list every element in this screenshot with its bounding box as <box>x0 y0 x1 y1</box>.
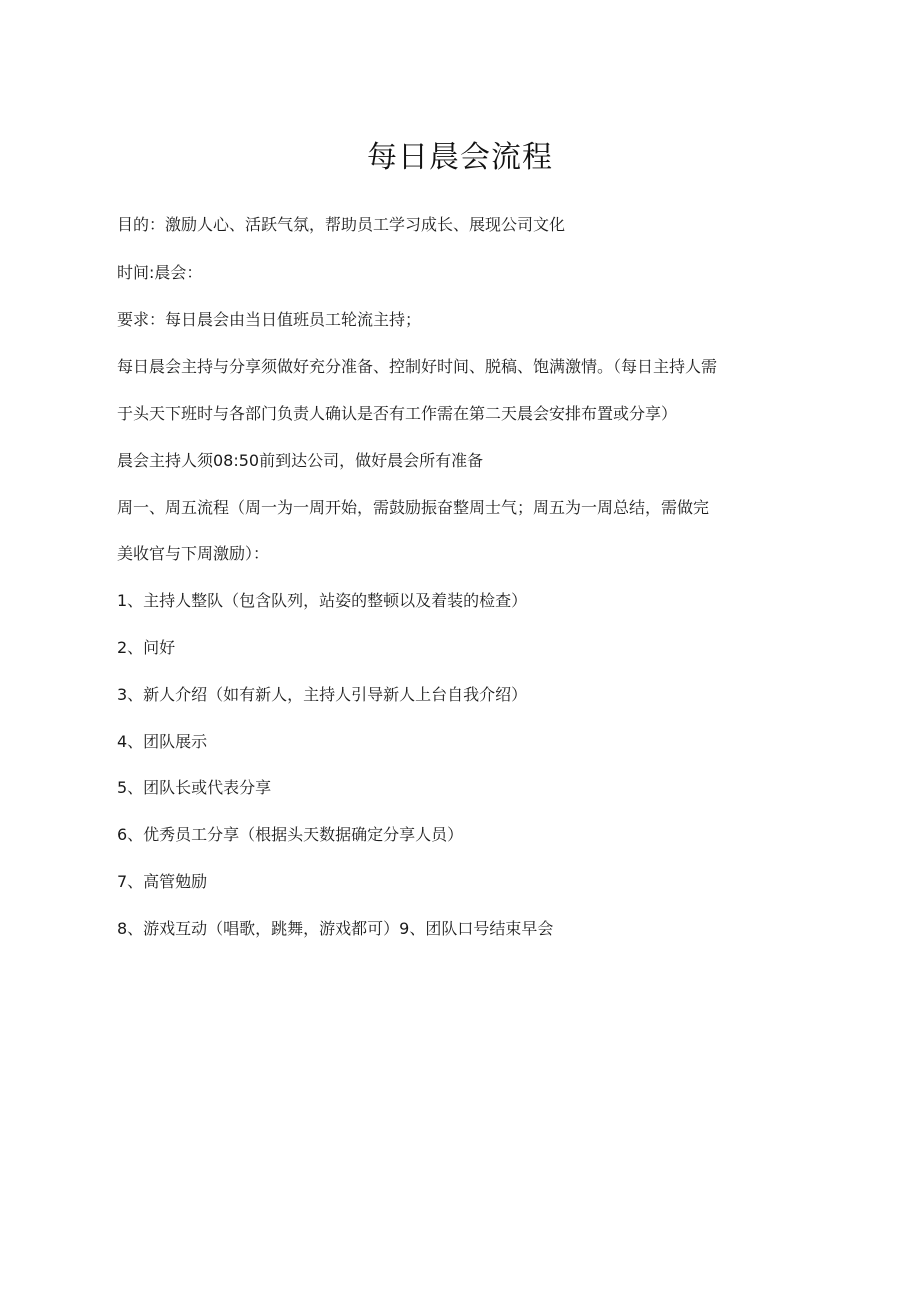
list-item: 3、新人介绍（如有新人，主持人引导新人上台自我介绍） <box>117 685 528 704</box>
list-item: 1、主持人整队（包含队列，站姿的整顿以及着装的检查） <box>117 591 528 610</box>
time-line: 时间:晨会： <box>117 263 203 282</box>
list-item: 8、游戏互动（唱歌，跳舞，游戏都可）9、团队口号结束早会 <box>117 919 554 938</box>
monday-friday-line-2: 美收官与下周激励）： <box>117 544 270 563</box>
list-item: 2、问好 <box>117 638 176 657</box>
purpose-line: 目的：激励人心、活跃气氛，帮助员工学习成长、展现公司文化 <box>117 215 566 234</box>
requirement-line: 要求：每日晨会由当日值班员工轮流主持； <box>117 310 422 329</box>
preparation-line-1: 每日晨会主持与分享须做好充分准备、控制好时间、脱稿、饱满激情。（每日主持人需 <box>117 357 718 376</box>
list-item: 7、高管勉励 <box>117 872 208 891</box>
monday-friday-line-1: 周一、周五流程（周一为一周开始，需鼓励振奋整周士气；周五为一周总结，需做完 <box>117 498 710 517</box>
list-item: 4、团队展示 <box>117 732 208 751</box>
document-title: 每日晨会流程 <box>367 140 553 175</box>
list-item: 6、优秀员工分享（根据头天数据确定分享人员） <box>117 825 464 844</box>
list-item: 5、团队长或代表分享 <box>117 778 272 797</box>
preparation-line-2: 于头天下班时与各部门负责人确认是否有工作需在第二天晨会安排布置或分享） <box>117 404 678 423</box>
host-arrival-line: 晨会主持人须08:50前到达公司，做好晨会所有准备 <box>117 451 484 470</box>
